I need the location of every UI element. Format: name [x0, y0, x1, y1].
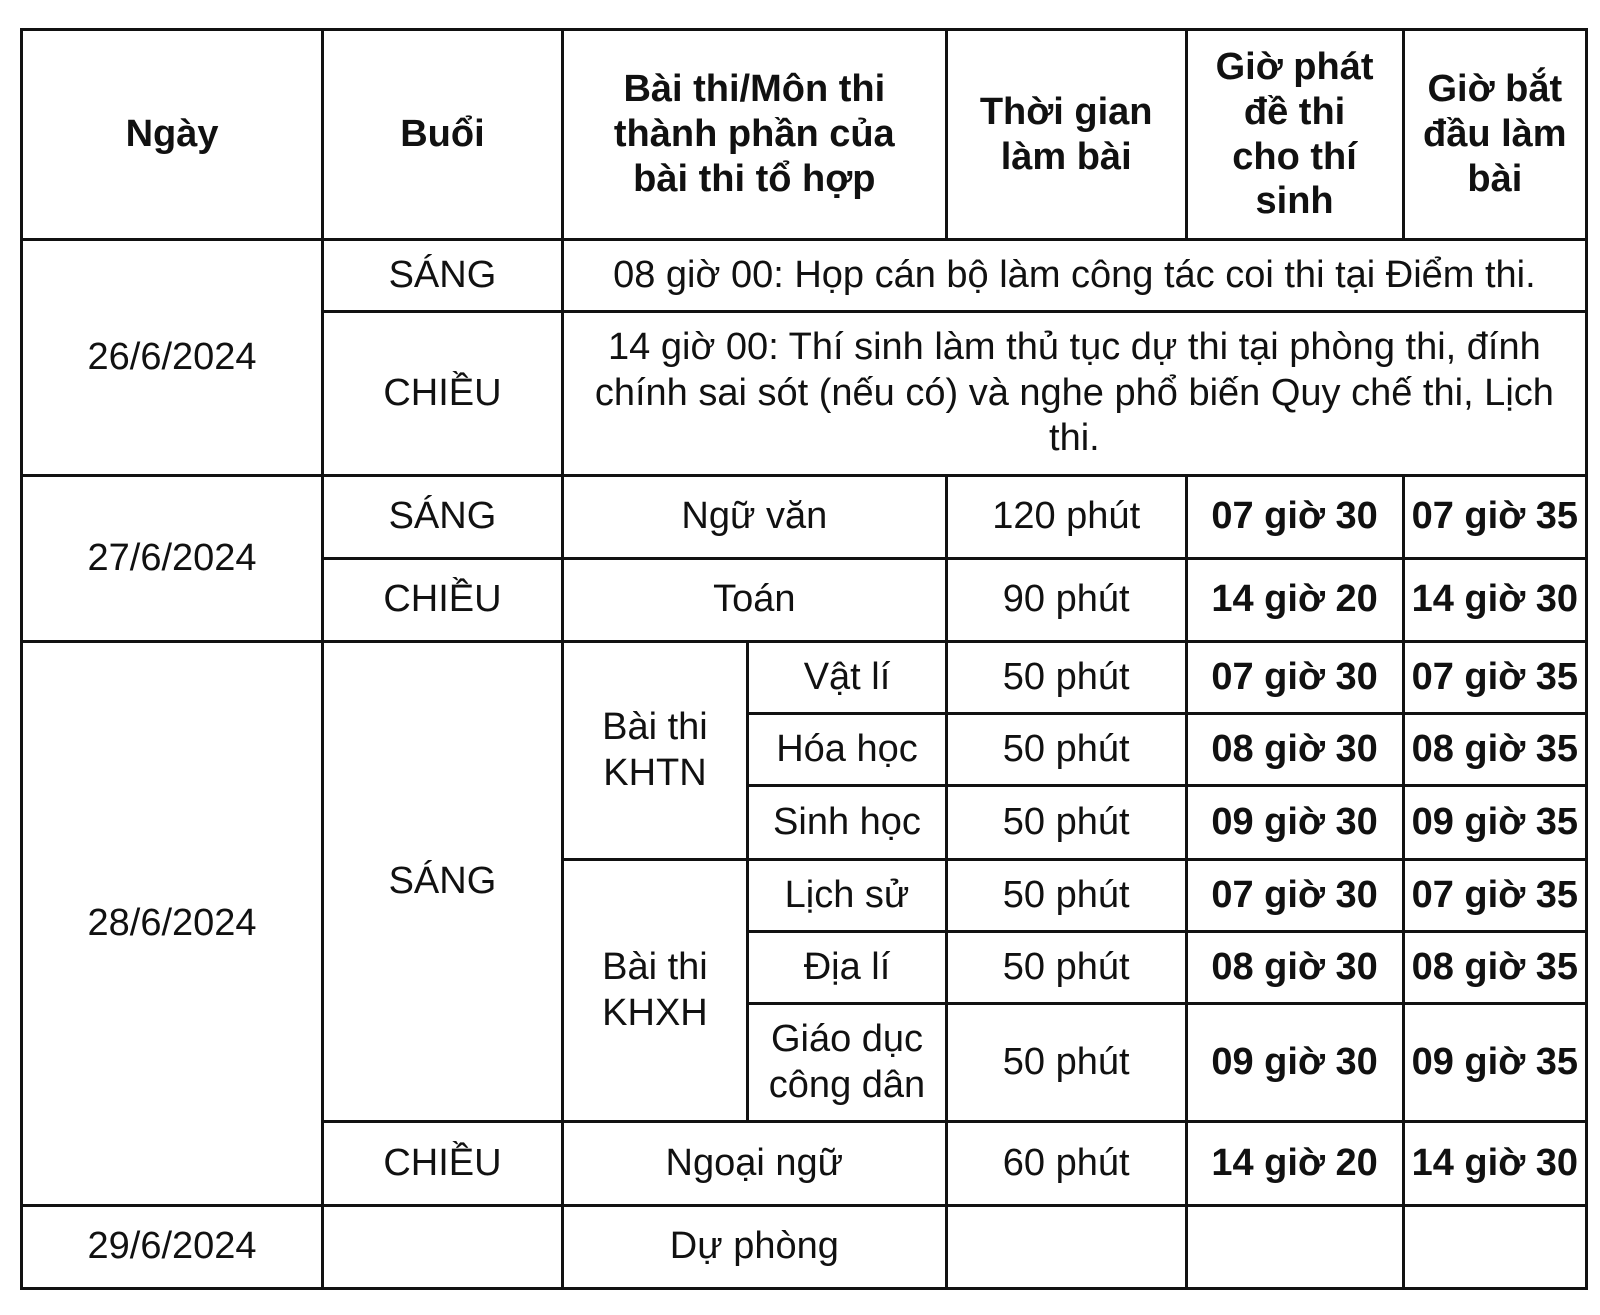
session-cell [323, 1206, 563, 1289]
duration-cell: 60 phút [946, 1122, 1186, 1206]
header-buoi: Buổi [323, 30, 563, 240]
note-cell: 14 giờ 00: Thí sinh làm thủ tục dự thi tại phòng thi, đính chính sai sót (nếu có) và nghe phổ biến Quy chế thi, Lịch thi. [562, 312, 1586, 476]
note-cell: 08 giờ 00: Họp cán bộ làm công tác coi thi tại Điểm thi. [562, 240, 1586, 312]
date-cell: 29/6/2024 [22, 1206, 323, 1289]
header-gio-bat-dau: Giờ bắt đầu làm bài [1403, 30, 1586, 240]
date-cell: 27/6/2024 [22, 476, 323, 642]
start-time-cell: 09 giờ 35 [1403, 1004, 1586, 1122]
start-time-cell: 09 giờ 35 [1403, 786, 1586, 860]
subject-cell: Toán [562, 559, 946, 642]
khxh-group-cell: Bài thi KHXH [562, 860, 747, 1122]
date-cell: 26/6/2024 [22, 240, 323, 476]
handout-time-cell: 07 giờ 30 [1186, 860, 1403, 932]
header-bai-thi: Bài thi/Môn thi thành phần của bài thi tổ hợp [562, 30, 946, 240]
duration-cell: 50 phút [946, 714, 1186, 786]
table-row [22, 240, 1587, 312]
table-row [22, 642, 1587, 714]
start-time-cell: 08 giờ 35 [1403, 714, 1586, 786]
start-time-cell: 07 giờ 35 [1403, 642, 1586, 714]
subject-cell: Ngữ văn [562, 476, 946, 559]
session-cell: CHIỀU [323, 312, 563, 476]
duration-cell: 90 phút [946, 559, 1186, 642]
handout-time-cell: 14 giờ 20 [1186, 1122, 1403, 1206]
session-cell: SÁNG [323, 476, 563, 559]
table-row [22, 476, 1587, 559]
duration-cell: 120 phút [946, 476, 1186, 559]
handout-time-cell: 09 giờ 30 [1186, 786, 1403, 860]
handout-time-cell: 07 giờ 30 [1186, 642, 1403, 714]
duration-cell: 50 phút [946, 786, 1186, 860]
handout-time-cell: 09 giờ 30 [1186, 1004, 1403, 1122]
duration-cell: 50 phút [946, 860, 1186, 932]
subject-cell: Lịch sử [748, 860, 947, 932]
start-time-cell: 07 giờ 35 [1403, 476, 1586, 559]
subject-cell: Dự phòng [562, 1206, 946, 1289]
start-time-cell: 08 giờ 35 [1403, 932, 1586, 1004]
exam-schedule-table [20, 28, 1588, 1290]
duration-cell [946, 1206, 1186, 1289]
header-gio-phat-de: Giờ phát đề thi cho thí sinh [1186, 30, 1403, 240]
subject-cell: Địa lí [748, 932, 947, 1004]
handout-time-cell: 08 giờ 30 [1186, 932, 1403, 1004]
handout-time-cell: 07 giờ 30 [1186, 476, 1403, 559]
date-cell: 28/6/2024 [22, 642, 323, 1206]
subject-cell: Vật lí [748, 642, 947, 714]
subject-cell: Hóa học [748, 714, 947, 786]
header-thoi-gian: Thời gian làm bài [946, 30, 1186, 240]
duration-cell: 50 phút [946, 642, 1186, 714]
start-time-cell: 14 giờ 30 [1403, 559, 1586, 642]
header-row [22, 30, 1587, 240]
start-time-cell [1403, 1206, 1586, 1289]
start-time-cell: 14 giờ 30 [1403, 1122, 1586, 1206]
subject-cell: Giáo dục công dân [748, 1004, 947, 1122]
header-ngay: Ngày [22, 30, 323, 240]
subject-cell: Ngoại ngữ [562, 1122, 946, 1206]
table-row [22, 1206, 1587, 1289]
subject-cell: Sinh học [748, 786, 947, 860]
duration-cell: 50 phút [946, 932, 1186, 1004]
start-time-cell: 07 giờ 35 [1403, 860, 1586, 932]
duration-cell: 50 phút [946, 1004, 1186, 1122]
session-cell: CHIỀU [323, 559, 563, 642]
session-cell: SÁNG [323, 240, 563, 312]
khtn-group-cell: Bài thi KHTN [562, 642, 747, 860]
handout-time-cell: 14 giờ 20 [1186, 559, 1403, 642]
session-cell: CHIỀU [323, 1122, 563, 1206]
handout-time-cell [1186, 1206, 1403, 1289]
session-cell: SÁNG [323, 642, 563, 1122]
handout-time-cell: 08 giờ 30 [1186, 714, 1403, 786]
